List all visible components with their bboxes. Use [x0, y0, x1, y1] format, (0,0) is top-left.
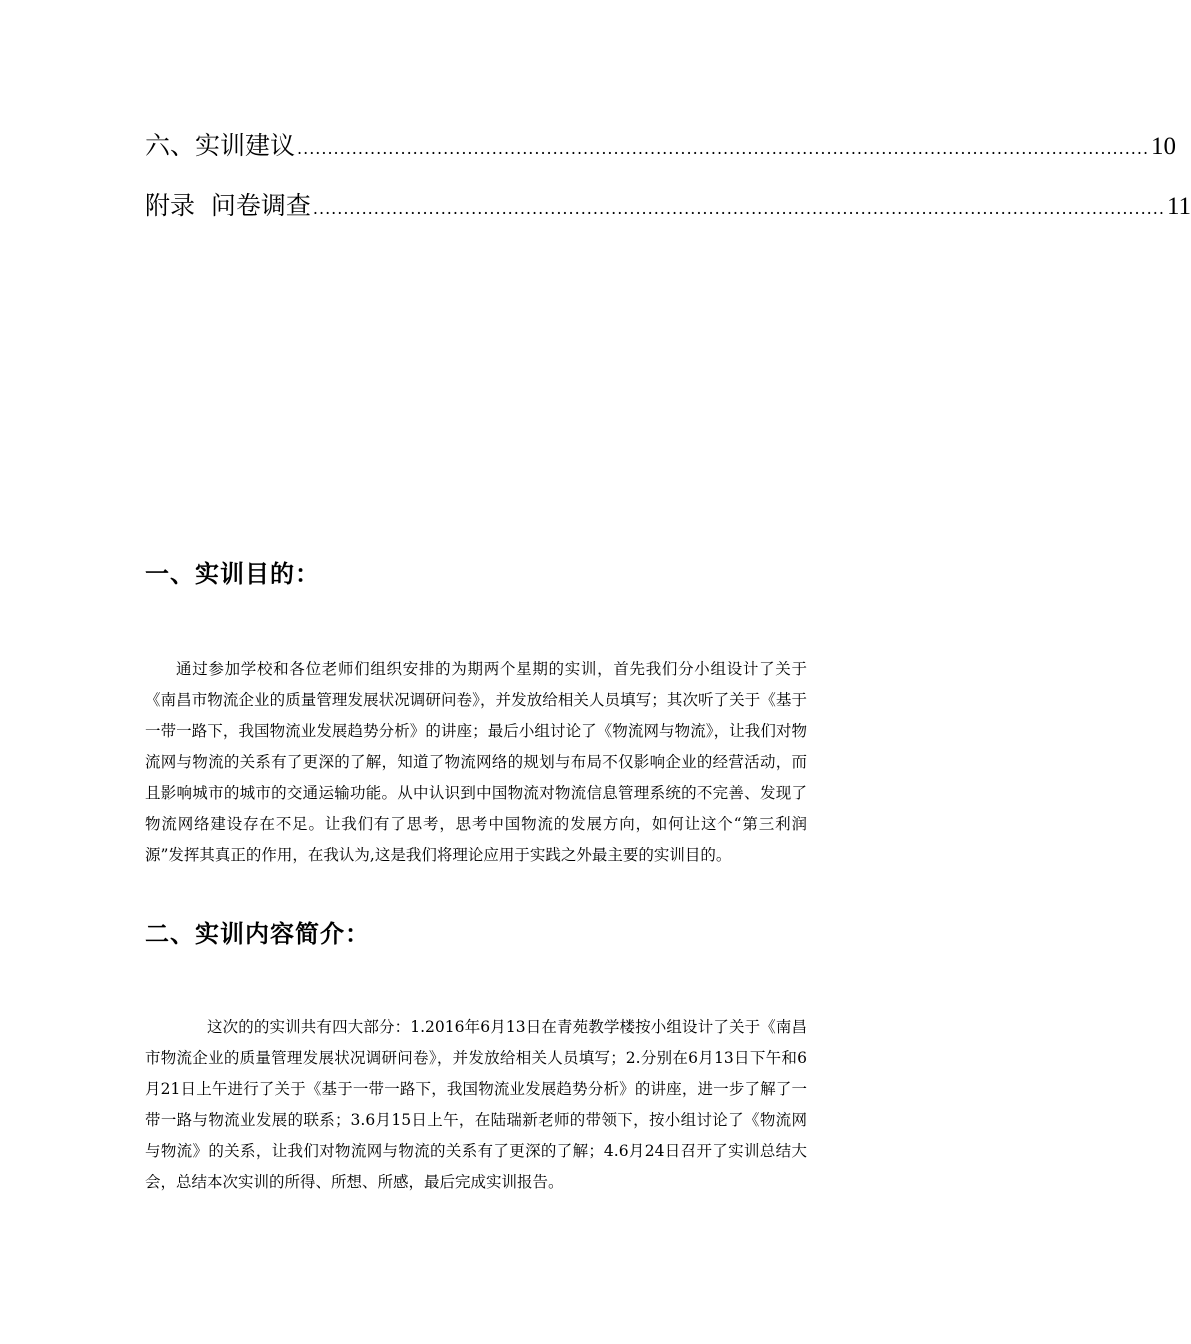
section-heading-content: 二、实训内容简介： [145, 920, 370, 948]
toc-entry-appendix[interactable] [145, 191, 1191, 224]
toc-leader-dots: ............................................................................................................................................ [297, 139, 1150, 158]
toc-page-number: 10 [1151, 133, 1177, 160]
toc-leader-dots: ............................................................................................................................................ [312, 199, 1165, 218]
toc-label: 附录 问卷调查 [145, 191, 311, 220]
section-paragraph-content: 这次的的实训共有四大部分：1.2016年6月13日在青苑教学楼按小组设计了关于《南昌市物流企业的质量管理发展状况调研问卷》，并发放给相关人员填写；2.分别在6月13日下午和6月21日上午进行了关于《基于一带一路下，我国物流业发展趋势分析》的讲座，进一步了解了一带一路与物流业发展的联系；3.6月15日上午，在陆瑞新老师的带领下，按小组讨论了《物流网与物流》的关系，让我们对物流网与物流的关系有了更深的了解；4.6月24日召开了实训总结大会，总结本次实训的所得、所想、所感，最后完成实训报告。 [145, 1018, 807, 1191]
toc-entry-suggestions[interactable] [145, 131, 1177, 164]
section-paragraph-purpose: 通过参加学校和各位老师们组织安排的为期两个星期的实训，首先我们分小组设计了关于《南昌市物流企业的质量管理发展状况调研问卷》，并发放给相关人员填写；其次听了关于《基于一带一路下，我国物流业发展趋势分析》的讲座；最后小组讨论了《物流网与物流》，让我们对物流网与物流的关系有了更深的了解，知道了物流网络的规划与布局不仅影响企业的经营活动，而且影响城市的城市的交通运输功能。从中认识到中国物流对物流信息管理系统的不完善、发现了物流网络建设存在不足。让我们有了思考，思考中国物流的发展方向，如何让这个“第三利润源”发挥其真正的作用，在我认为,这是我们将理论应用于实践之外最主要的实训目的。 [145, 660, 807, 864]
toc-label: 六、实训建议 [145, 131, 296, 160]
toc-page-number: 11 [1166, 193, 1191, 220]
section-heading-purpose: 一、实训目的： [145, 560, 320, 588]
